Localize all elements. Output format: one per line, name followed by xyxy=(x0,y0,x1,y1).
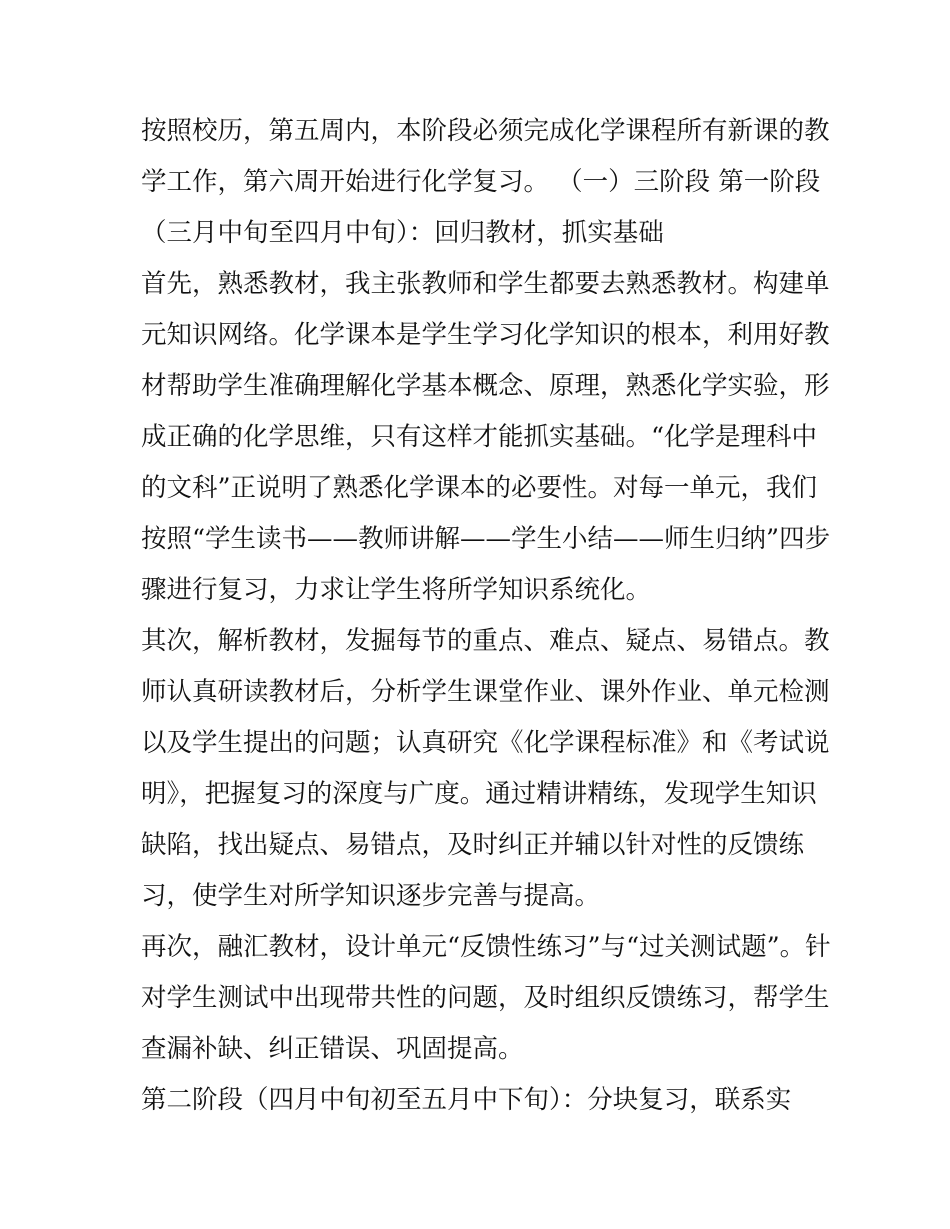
text-line: 第二阶段（四月中旬初至五月中下旬）：分块复习，联系实 xyxy=(141,1085,792,1115)
text-line: 成正确的化学思维，只有这样才能抓实基础。“化学是理科中 xyxy=(141,422,818,452)
text-line: 骤进行复习，力求让学生将所学知识系统化。 xyxy=(141,575,652,605)
text-line: 的文科”正说明了熟悉化学课本的必要性。对每一单元，我们 xyxy=(141,473,818,503)
text-line: 按照“学生读书——教师讲解——学生小结——师生归纳”四步 xyxy=(141,524,831,554)
text-line: 学工作，第六周开始进行化学复习。 （一）三阶段 第一阶段 xyxy=(141,167,821,197)
text-line: 师认真研读教材后，分析学生课堂作业、课外作业、单元检测 xyxy=(141,677,830,707)
paragraph-analyze-textbook xyxy=(141,616,830,922)
text-line: 以及学生提出的问题；认真研究《化学课程标准》和《考试说 xyxy=(141,728,830,758)
text-line: 再次，融汇教材，设计单元“反馈性练习”与“过关测试题”。针 xyxy=(141,932,831,962)
text-line: 材帮助学生准确理解化学基本概念、原理，熟悉化学实验，形 xyxy=(141,371,830,401)
text-line: 首先，熟悉教材，我主张教师和学生都要去熟悉教材。构建单 xyxy=(141,269,830,299)
text-line: 其次，解析教材，发掘每节的重点、难点、疑点、易错点。教 xyxy=(141,626,830,656)
paragraph-integrate-textbook xyxy=(141,922,831,1075)
text-line: 明》，把握复习的深度与广度。通过精讲精练，发现学生知识 xyxy=(141,779,817,809)
text-line: 缺陷，找出疑点、易错点，及时纠正并辅以针对性的反馈练 xyxy=(141,830,805,860)
text-line: 元知识网络。化学课本是学生学习化学知识的根本，利用好教 xyxy=(141,320,830,350)
paragraph-familiarize-textbook xyxy=(141,259,831,616)
text-line: 按照校历，第五周内，本阶段必须完成化学课程所有新课的教 xyxy=(141,116,830,146)
text-line: （三月中旬至四月中旬）：回归教材，抓实基础 xyxy=(141,218,664,248)
paragraph-stage-two xyxy=(141,1075,821,1126)
text-line: 查漏补缺、纠正错误、巩固提高。 xyxy=(141,1034,524,1064)
document-body xyxy=(141,106,831,1126)
text-line: 对学生测试中出现带共性的问题，及时组织反馈练习，帮学生 xyxy=(141,983,830,1013)
text-line: 习，使学生对所学知识逐步完善与提高。 xyxy=(141,881,601,911)
paragraph-schedule xyxy=(141,106,830,259)
